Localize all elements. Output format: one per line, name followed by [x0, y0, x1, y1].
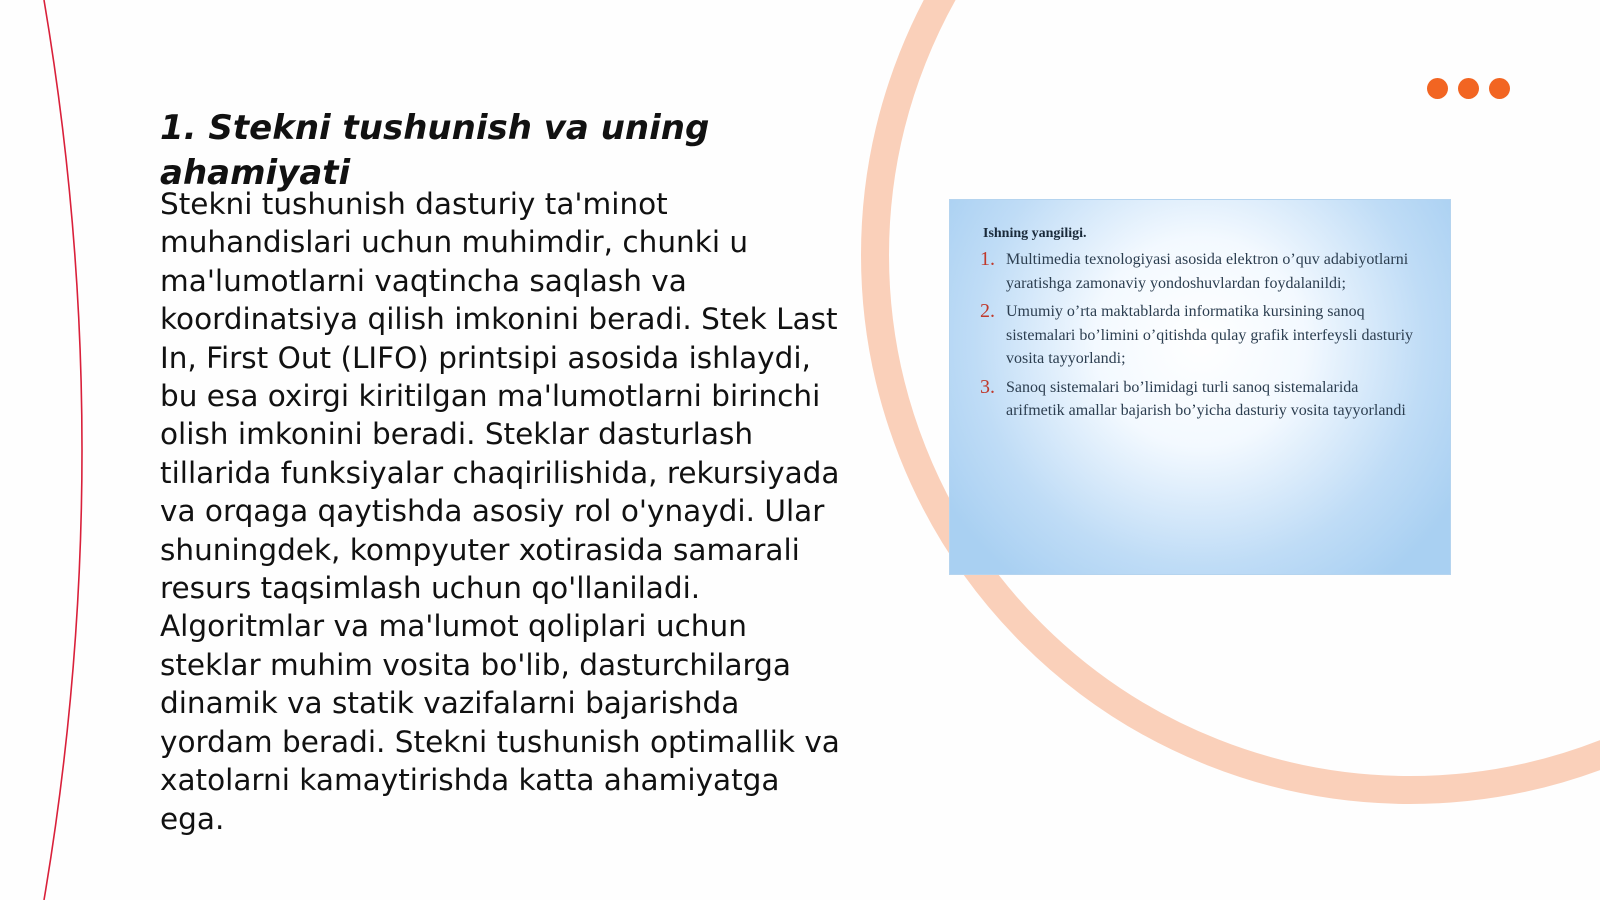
embedded-picture — [950, 200, 1450, 574]
list-item — [980, 300, 1420, 371]
list-item-text: Multimedia texnologiyasi asosida elektron o’quv adabiyotlarni yaratishga zamonaviy yondoshuvlardan foydalanildi; — [1006, 251, 1409, 292]
dot-icon — [1458, 78, 1479, 99]
dot-icon — [1427, 78, 1448, 99]
picture-heading: Ishning yangiligi. — [983, 226, 1087, 241]
left-curve-line — [44, 0, 82, 900]
list-item-number: 3. — [980, 375, 995, 398]
dots-decoration — [1427, 78, 1510, 99]
slide-title: 1. Stekni tushunish va uning ahamiyati — [160, 108, 710, 193]
list-item — [980, 248, 1420, 295]
picture-list — [980, 248, 1420, 428]
list-item — [980, 376, 1420, 423]
list-item-text: Sanoq sistemalari bo’limidagi turli sanoq sistemalarida arifmetik amallar bajarish bo’yicha dasturiy vosita tayyorlandi — [1006, 378, 1406, 419]
list-item-number: 1. — [980, 248, 995, 270]
list-item-number: 2. — [980, 300, 995, 322]
slide-body-text: Stekni tushunish dasturiy ta'minot muhandislari uchun muhimdir, chunki u ma'lumotlarni vaqtincha saqlash va koordinatsiya qilish imkonini beradi. Stek Last In, First Out (LIFO) printsipi asosida ishlaydi, bu esa oxirgi kiritilgan ma'lumotlarni birinchi olish imkonini beradi. Steklar dasturlash tillarida funksiyalar chaqirilishida, rekursiyada va orqaga qaytishda asosiy rol o'ynaydi. Ular shuningdek, kompyuter xotirasida samarali resurs taqsimlash uchun qo'llaniladi. Algoritmlar va ma'lumot qoliplari uchun steklar muhim vosita bo'lib, dasturchilarga dinamik va statik vazifalarni bajarishda yordam beradi. Stekni tushunish optimallik va xatolarni kamaytirishda katta ahamiyatga ega. — [160, 187, 840, 836]
list-item-text: Umumiy o’rta maktablarda informatika kursining sanoq sistemalari bo’limini o’qitishda qulay grafik interfeysli dasturiy vosita tayyorlandi; — [1006, 303, 1414, 367]
dot-icon — [1489, 78, 1510, 99]
